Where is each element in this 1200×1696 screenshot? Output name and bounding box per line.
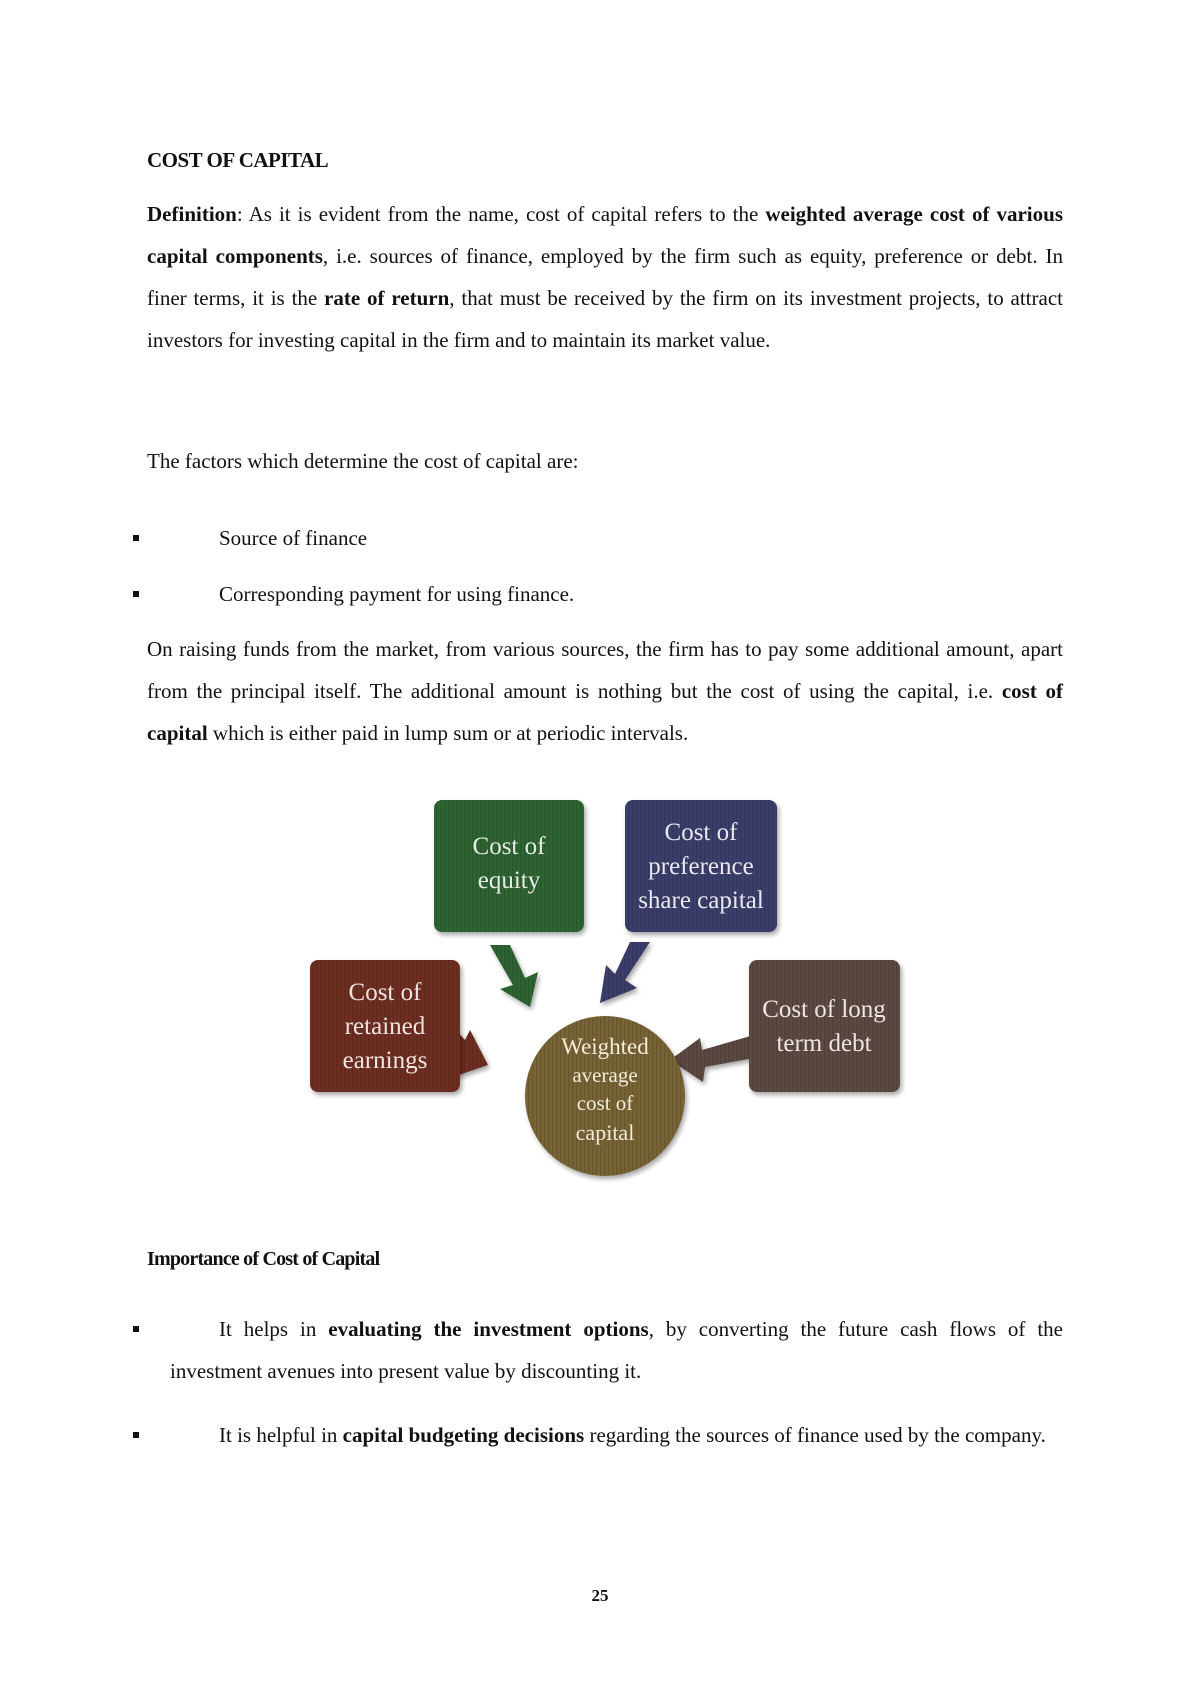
raising-text-1: On raising funds from the market, from various sources, the firm has to pay some additional amount, apart from the principal itself. The additional amount is nothing but the cost of using the capital, i.e. [147,637,1063,703]
importance-text-1: It is helpful in [219,1423,343,1447]
weighted-average-cost-circle [525,1016,685,1176]
importance-text-1: It helps in [219,1317,329,1341]
retained-line-3: earnings [342,1047,428,1074]
arrow-equity [490,945,538,1007]
cost-of-capital-diagram [300,790,920,1190]
bullet-icon [133,591,139,597]
retained-line-2: retained [344,1013,426,1040]
list-item-text: Corresponding payment for using finance. [219,582,575,606]
center-line-3: cost of [576,1091,634,1115]
preference-line-1: Cost of [664,819,738,846]
definition-bold-2: rate of return [324,286,450,310]
importance-heading: Importance of Cost of Capital [147,1248,380,1270]
definition-paragraph [147,193,1063,361]
importance-text-2: , by converting the future cash flows of the investment avenues into present value by discounting it. [170,1317,1063,1383]
arrow-preference [600,942,650,1003]
importance-bold: capital budgeting decisions [342,1423,585,1447]
preference-line-2: preference [648,853,754,880]
retained-line-1: Cost of [348,979,422,1006]
raising-text-2: which is either paid in lump sum or at periodic intervals. [207,721,689,745]
bullet-icon [133,1326,139,1332]
center-line-4: capital [575,1120,635,1145]
definition-text-2: , i.e. sources of finance, employed by the firm such as equity, preference or debt. In finer terms, it is the [147,244,1063,310]
importance-bold: evaluating the investment options [328,1317,649,1341]
cost-of-retained-earnings-box [310,960,460,1092]
equity-line-2: equity [477,867,541,894]
cost-of-long-term-debt-box [749,960,900,1092]
raising-bold-1: cost of capital [147,679,1063,745]
list-item [133,1414,1063,1456]
definition-text-1: : As it is evident from the name, cost of capital refers to the [236,202,766,226]
cost-of-preference-box [625,800,777,932]
bullet-icon [133,1432,139,1438]
definition-label: Definition [147,202,237,226]
list-item-text [170,1308,1063,1392]
preference-line-3: share capital [638,887,764,914]
cost-of-equity-box [434,800,584,932]
definition-text-3: , that must be received by the firm on its investment projects, to attract investors for investing capital in the firm and to maintain its market value. [147,286,1063,352]
bullet-icon [133,535,139,541]
page-number: 25 [591,1586,609,1605]
importance-text-2: regarding the sources of finance used by the company. [584,1423,1046,1447]
equity-line-1: Cost of [472,833,546,860]
list-item-text [170,1414,1063,1456]
center-line-1: Weighted [561,1034,649,1059]
definition-bold-1: weighted average cost of various capital components [147,202,1063,268]
page-title: COST OF CAPITAL [147,148,329,172]
debt-line-2: term debt [776,1030,872,1057]
factors-intro: The factors which determine the cost of capital are: [147,449,579,473]
arrow-debt [670,1035,754,1082]
list-item [133,1308,1063,1392]
raising-funds-paragraph [147,628,1063,754]
list-item-text: Source of finance [219,526,368,550]
debt-line-1: Cost of long [762,996,886,1023]
center-line-2: average [572,1063,638,1087]
